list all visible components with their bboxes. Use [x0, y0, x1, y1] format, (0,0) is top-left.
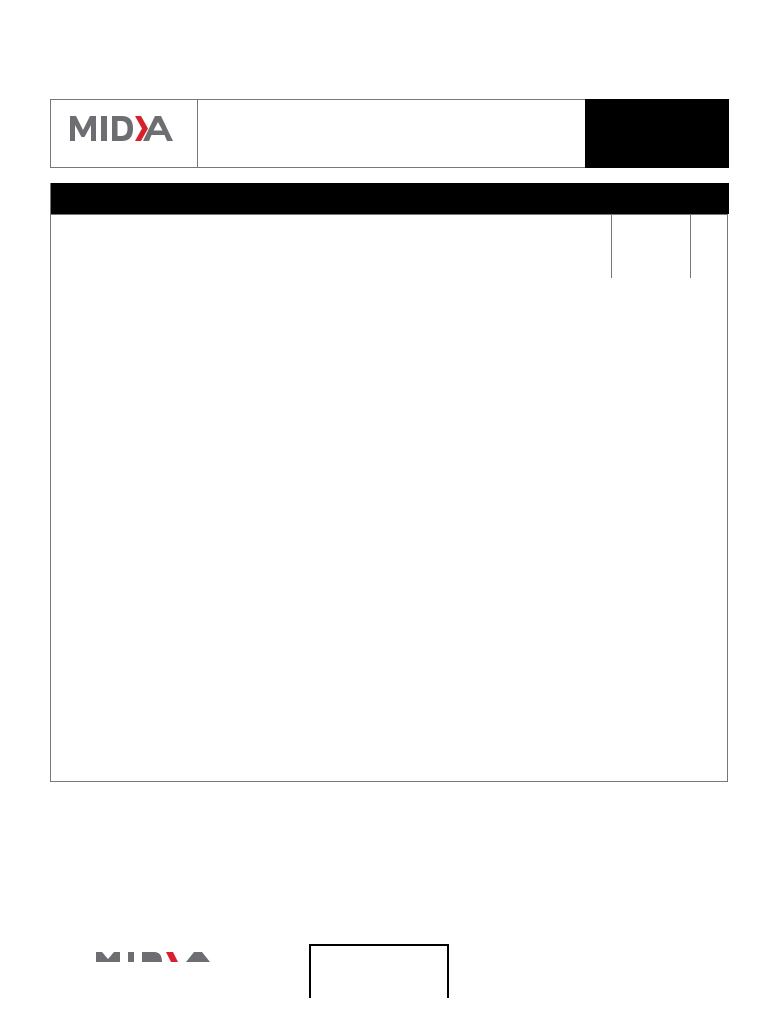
- document-checklist-label: [585, 99, 729, 168]
- form-header: [50, 99, 728, 168]
- mida-logo-cell: [51, 100, 198, 167]
- company-name-row: [51, 214, 727, 278]
- form-code-box: [309, 944, 449, 998]
- form-title: [198, 100, 585, 167]
- remarks-column-header: [641, 215, 727, 278]
- company-name-label: [51, 215, 612, 278]
- table-heading: [51, 183, 729, 214]
- mida-logo: [51, 100, 198, 167]
- footer-mida-logo: [94, 948, 224, 962]
- checklist-table: [50, 183, 728, 782]
